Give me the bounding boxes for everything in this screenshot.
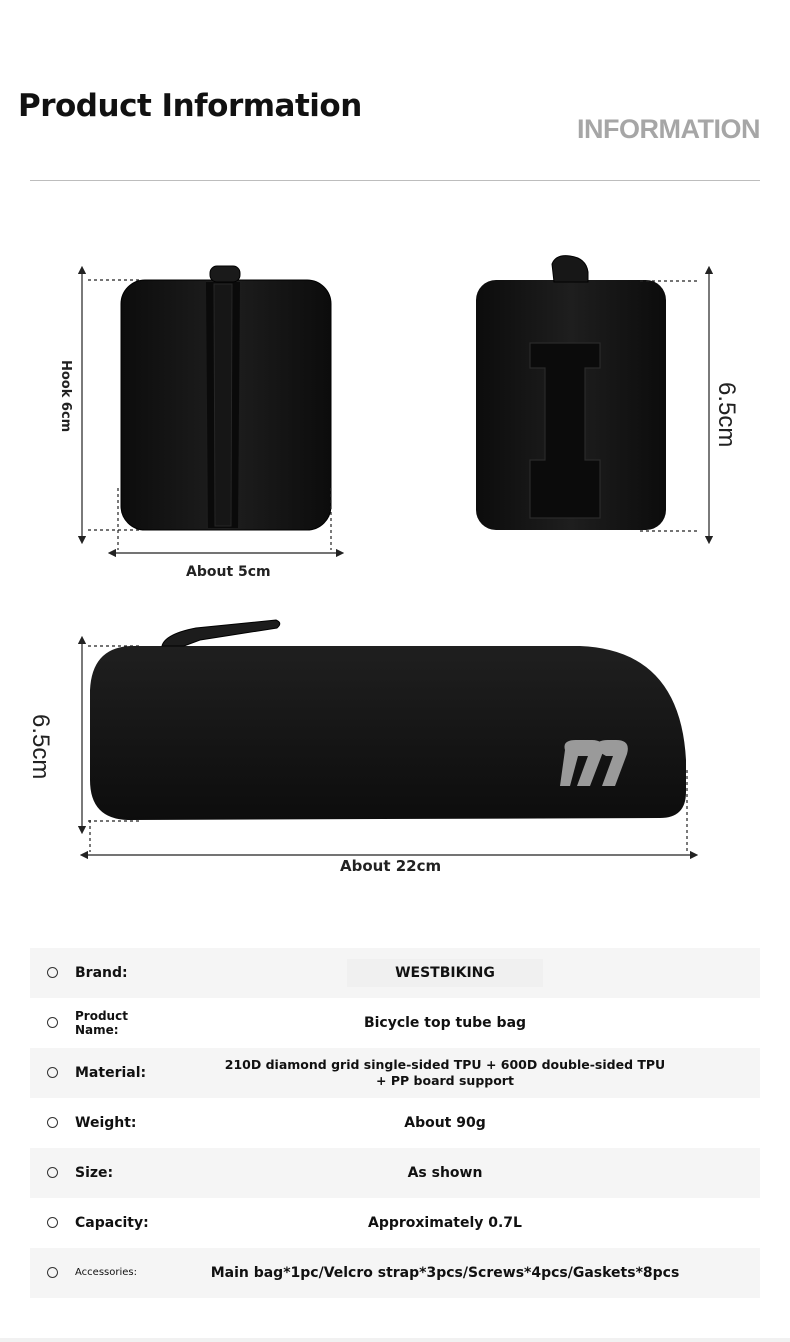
spec-label: Product Name: [75,1009,128,1037]
bag-long-view [90,620,686,820]
spec-row-capacity [30,1198,760,1248]
spec-value: WESTBIKING [347,959,543,987]
spec-value-wrap [190,948,700,998]
length-label: About 22cm [336,857,445,875]
circle-bullet-icon [47,1167,58,1178]
bag-front-view [476,256,666,530]
circle-bullet-icon [47,1217,58,1228]
spec-label: Weight: [75,1115,137,1131]
spec-row-size [30,1148,760,1198]
spec-value: Main bag*1pc/Velcro strap*3pcs/Screws*4pcs/Gaskets*8pcs [210,1265,680,1281]
spec-label: Brand: [75,965,128,981]
hook-label: Hook 6cm [58,356,73,436]
spec-row-accessories [30,1248,760,1298]
side-width-label: About 5cm [182,564,275,580]
circle-bullet-icon [47,967,58,978]
spec-row-material [30,1048,760,1098]
spec-row-brand [30,948,760,998]
circle-bullet-icon [47,1067,58,1078]
spec-label: Capacity: [75,1215,149,1231]
footer-divider [0,1338,790,1342]
page-title: Product Information [18,88,362,124]
spec-value: Approximately 0.7L [368,1215,522,1231]
page-subtitle: INFORMATION [577,114,760,144]
spec-label: Size: [75,1165,114,1181]
circle-bullet-icon [47,1267,58,1278]
spec-row-product-name [30,998,760,1048]
circle-bullet-icon [47,1017,58,1028]
spec-table [30,948,760,1298]
spec-value: 210D diamond grid single-sided TPU + 600D double-sided TPU + PP board support [224,1057,666,1088]
circle-bullet-icon [47,1117,58,1128]
spec-value: Bicycle top tube bag [363,1015,527,1031]
bag-side-view [121,266,331,530]
spec-label: Accessories: [75,1267,137,1278]
spec-value: As shown [407,1165,483,1181]
spec-value: About 90g [404,1115,486,1131]
spec-label: Material: [75,1065,147,1081]
long-height-label: 6.5cm [27,714,54,780]
spec-row-weight [30,1098,760,1148]
front-height-label: 6.5cm [713,382,740,448]
